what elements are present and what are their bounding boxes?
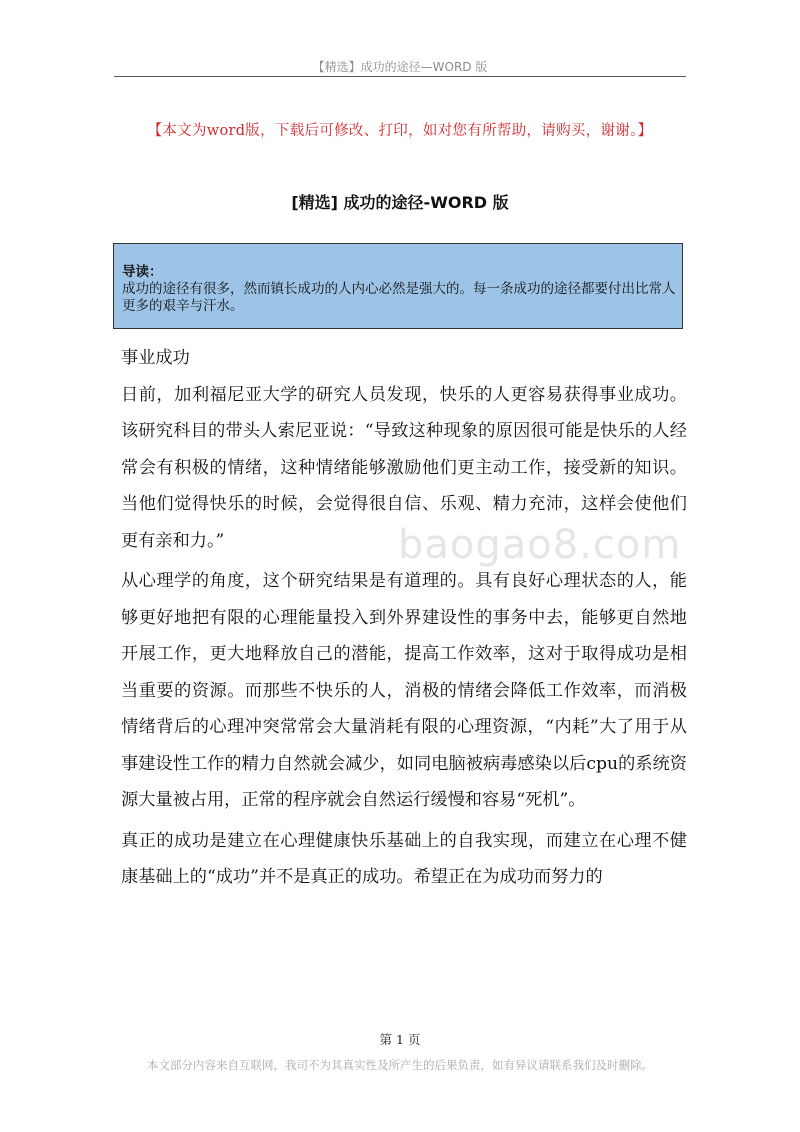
header-divider	[114, 76, 686, 77]
page-header-title: 【精选】成功的途径—WORD 版	[312, 60, 488, 74]
body-paragraph: 从心理学的角度，这个研究结果是有道理的。具有良好心理状态的人，能够更好地把有限的心理能量投入到外界建设性的事务中去，能够更自然地开展工作，更大地释放自己的潜能，提高工作效率，这对于取得成功是相当重要的资源。而那些不快乐的人，消极的情绪会降低工作效率，而消极情绪背后的心理冲突常常会大量消耗有限的心理资源，“内耗”大了用于从事建设性工作的精力自然就会减少，如同电脑被病毒感染以后cpu的系统资源大量被占用，正常的程序就会自然运行缓慢和容易“死机”。	[121, 571, 687, 810]
body-paragraph: 日前，加利福尼亚大学的研究人员发现，快乐的人更容易获得事业成功。该研究科目的带头人索尼亚说：“导致这种现象的原因很可能是快乐的人经常会有积极的情绪，这种情绪能够激励他们更主动工作，接受新的知识。当他们觉得快乐的时候，会觉得很自信、乐观、精力充沛，这样会使他们更有亲和力。”	[121, 384, 687, 551]
watermark: baogao8.com	[398, 522, 682, 568]
page-number: 第 1 页	[379, 1032, 421, 1047]
purchase-notice: 【本文为word版，下载后可修改、打印，如对您有所帮助，请购买，谢谢。】	[147, 123, 653, 139]
footer-disclaimer: 本文部分内容来自互联网，我司不为其真实性及所产生的后果负责，如有异议请联系我们及时删除。	[147, 1058, 653, 1072]
document-title: [精选] 成功的途径-WORD 版	[291, 193, 509, 212]
guide-text: 成功的途径有很多，然而镇长成功的人内心必然是强大的。每一条成功的途径都要付出比常人更多的艰辛与汗水。	[122, 281, 676, 314]
body-paragraph: 真正的成功是建立在心理健康快乐基础上的自我实现，而建立在心理不健康基础上的“成功”并不是真正的成功。希望正在为成功而努力的	[121, 830, 687, 887]
guide-label: 导读：	[122, 264, 163, 280]
section-heading: 事业成功	[121, 348, 190, 368]
document-body	[121, 340, 687, 896]
guide-box	[113, 243, 683, 329]
